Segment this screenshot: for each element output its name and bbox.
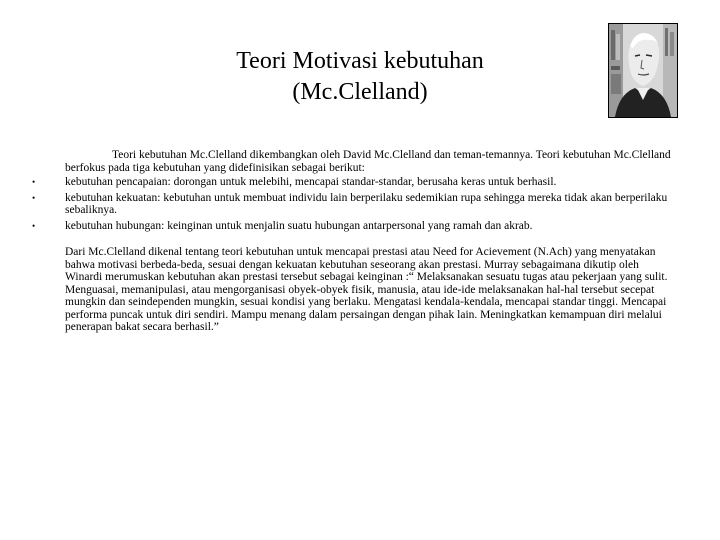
list-item-text: kebutuhan kekuatan: kebutuhan untuk membuat individu lain berperilaku sedemikian rupa sehingga mereka tidak akan berperilaku sebaliknya. <box>65 191 668 216</box>
bullet-icon: • <box>32 192 36 203</box>
bullet-icon: • <box>32 220 36 231</box>
slide-title <box>180 46 540 108</box>
list-item <box>32 191 685 217</box>
list-item <box>32 219 685 233</box>
achievement-paragraph: Dari Mc.Clelland dikenal tentang teori kebutuhan untuk mencapai prestasi atau Need for Acievement (N.Ach) yang menyatakan bahwa motivasi berbeda-beda, sesuai dengan kekuatan kebutuhan seseorang akan prestasi. Murray sebagaimana dikutip oleh Winardi merumuskan kebutuhan akan prestasi tersebut sebagai keinginan :“ Melaksanakan sesuatu tugas atau pekerjaan yang sulit. Menguasai, memanipulasi, atau mengorganisasi obyek-obyek fisik, manusia, atau ide-ide melaksanakan hal-hal tersebut secepat mungkin dan seindependen mungkin, sesuai kondisi yang berlaku. Mengatasi kendala-kendala, mencapai standar tinggi. Mencapai performa puncak untuk diri sendiri. Mampu menang dalam persaingan dengan pihak lain. Meningkatkan kemampuan diri melalui penerapan bakat secara berhasil.” <box>65 246 668 333</box>
list-item-text: kebutuhan hubungan: keinginan untuk menjalin suatu hubungan antarpersonal yang ramah dan akrab. <box>65 219 533 232</box>
intro-paragraph: Teori kebutuhan Mc.Clelland dikembangkan oleh David Mc.Clelland dan teman-temannya. Teori kebutuhan Mc.Clelland berfokus pada tiga kebutuhan yang didefinisikan sebagai berikut: <box>65 149 671 174</box>
list-item-text: kebutuhan pencapaian: dorongan untuk melebihi, mencapai standar-standar, berusaha keras untuk berhasil. <box>65 176 557 188</box>
title-line-2: (Mc.Clelland) <box>292 79 428 105</box>
portrait-photo-icon <box>608 23 678 118</box>
bullet-icon: • <box>32 177 36 187</box>
body-text <box>32 149 685 334</box>
needs-list <box>32 176 685 232</box>
title-line-1: Teori Motivasi kebutuhan <box>236 48 484 74</box>
list-item <box>32 176 685 189</box>
